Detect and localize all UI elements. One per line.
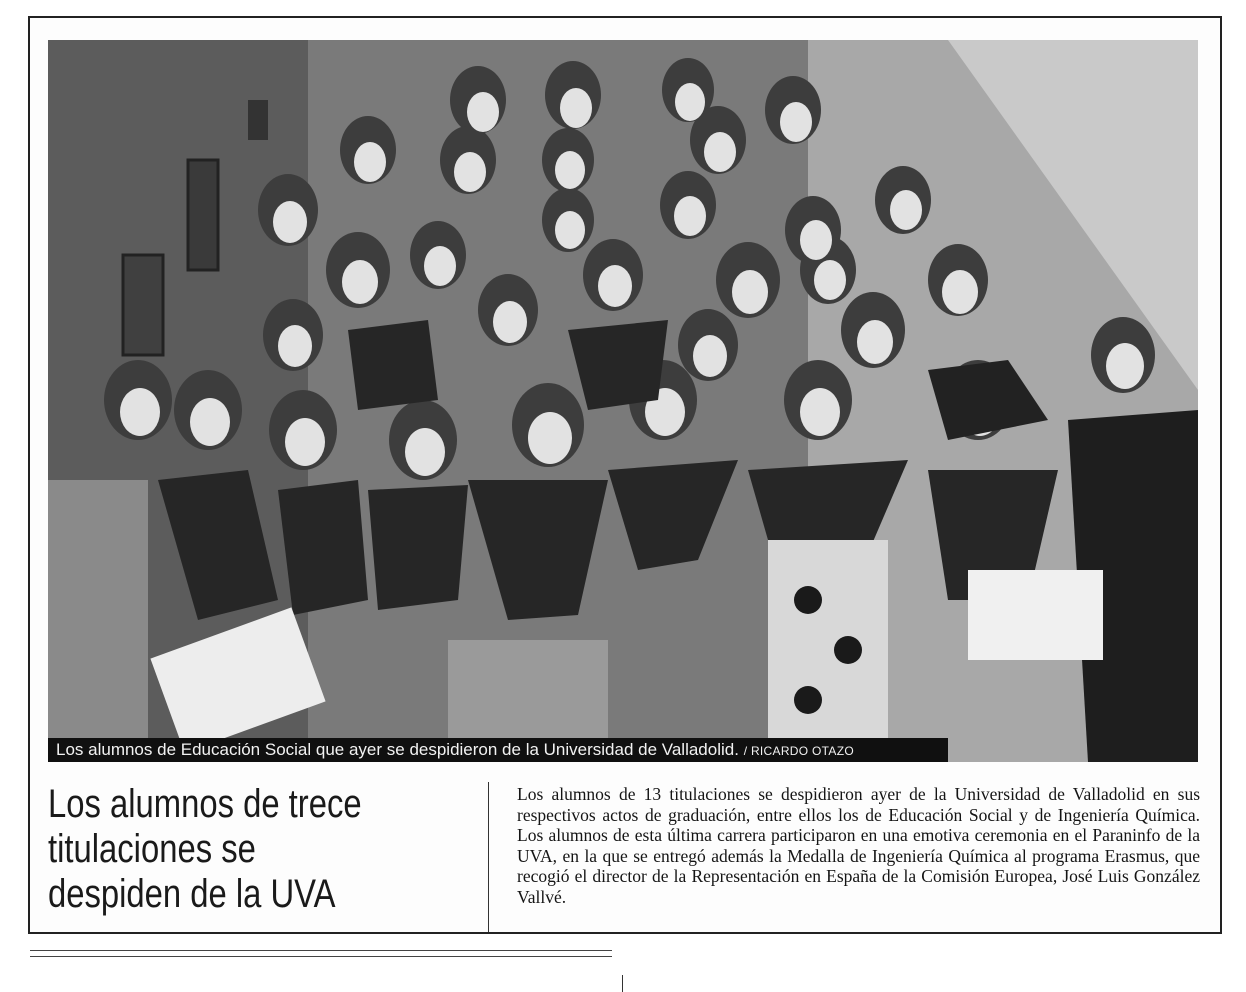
article-headline: Los alumnos de trece titulaciones se despiden de la UVA xyxy=(48,782,362,916)
photo-caption: Los alumnos de Educación Social que ayer se despidieron de la Universidad de Valladolid. xyxy=(56,740,739,759)
group-photo xyxy=(48,40,1198,762)
photo-caption-bar xyxy=(48,738,948,762)
column-divider xyxy=(488,782,489,932)
photo-credit: / RICARDO OTAZO xyxy=(743,744,854,758)
page-rule-bottom xyxy=(30,956,612,957)
article-body: Los alumnos de 13 titulaciones se despidieron ayer de la Universidad de Valladolid en sus respectivos actos de graduación, entre ellos los de Educación Social y de Ingeniería Química. Los alumnos de esta última carrera participaron en una emotiva ceremonia en el Paraninfo de la UVA, en la que se entregó además la Medalla de Ingeniería Química al programa Erasmus, que recogió el director de la Representación en España de la Comisión Europea, José Luis González Vallvé. xyxy=(517,784,1200,907)
graduates-photo-illustration xyxy=(48,40,1198,762)
page-rule-top xyxy=(30,950,612,951)
column-tick xyxy=(622,975,623,992)
